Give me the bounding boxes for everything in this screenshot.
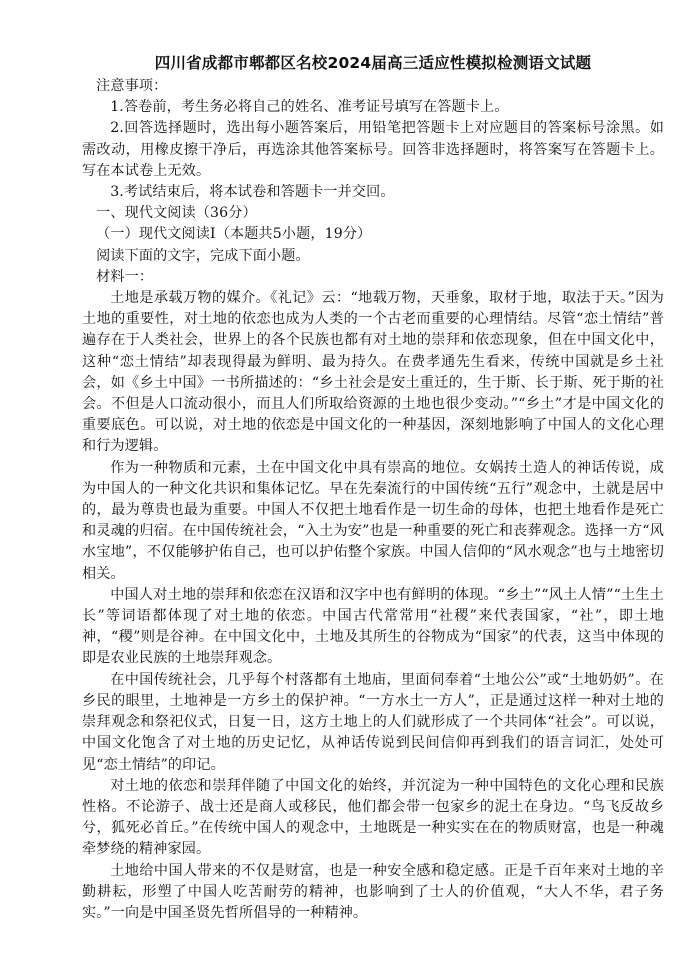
page-title: 四川省成都市郫都区名校2024届高三适应性模拟检测语文试题 (154, 54, 592, 72)
passage-paragraph-2: 作为一种物质和元素，土在中国文化中具有崇高的地位。女娲抟土造人的神话传说，成为中国人的一种文化共识和集体记忆。早在先秦流行的中国传统“五行”观念中，土就是居中的，最为尊贵也最为重要。中国人不仅把土地看作是一切生命的母体，也把土地看作是死亡和灵魂的归宿。在中国传统社会，“入土为安”也是一种重要的死亡和丧葬观念。选择一方“风水宝地”，不仅能够护佑自己，也可以护佑整个家族。中国人信仰的“风水观念”也与土地密切相关。 (82, 459, 664, 582)
material-label: 材料一： (96, 268, 154, 285)
notice-item-2: 2.回答选择题时，选出每小题答案后，用铅笔把答题卡上对应题目的答案标号涂黑。如需改动，用橡皮擦干净后，再选涂其他答案标号。回答非选择题时，将答案写在答题卡上。写在本试卷上无效。 (82, 120, 664, 179)
reading-instruction: 阅读下面的文字，完成下面小题。 (96, 247, 310, 264)
passage-paragraph-4: 在中国传统社会，几乎每个村落都有土地庙，里面伺奉着“土地公公”或“土地奶奶”。在乡民的眼里，土地神是一方乡土的保护神。“一方水土一方人”，正是通过这样一种对土地的崇拜观念和祭祀仪式，日复一日，这方土地上的人们就形成了一个共同体“社会”。可以说，中国文化饱含了对土地的历史记忆，从神话传说到民间信仰再到我们的语言词汇，处处可见“恋土情结”的印记。 (82, 671, 664, 773)
notice-item-3: 3.考试结束后，将本试卷和答题卡一并交回。 (110, 184, 395, 201)
section-heading: 一、现代文阅读（36分） (96, 205, 257, 222)
passage-paragraph-1: 土地是承载万物的媒介。《礼记》云：“地载万物，天垂象，取材于地，取法于天。”因为土地的重要性，对土地的依恋也成为人类的一个古老而重要的心理情结。尽管“恋土情结”普遍存在于人类社会，世界上的各个民族也都有对土地的崇拜和依恋现象，但在中国文化中，这种“恋土情结”却表现得最为鲜明、最为持久。在费孝通先生看来，传统中国就是乡土社会，如《乡土中国》一书所描述的：“乡土社会是安土重迁的，生于斯、长于斯、死于斯的社会。不但是人口流动很小，而且人们所取给资源的土地也很少变动。”“乡土”才是中国文化的重要底色。可以说，对土地的依恋是中国文化的一种基因，深刻地影响了中国人的文化心理和行为逻辑。 (82, 290, 664, 455)
notice-item-1: 1.答卷前，考生务必将自己的姓名、准考证号填写在答题卡上。 (110, 99, 509, 116)
exam-page (82, 52, 664, 924)
section-subheading: （一）现代文阅读Ⅰ（本题共5小题，19分） (96, 226, 372, 243)
passage-paragraph-5: 对土地的依恋和崇拜伴随了中国文化的始终，并沉淀为一种中国特色的文化心理和民族性格。不论游子、战士还是商人或移民，他们都会带一包家乡的泥土在身边。“鸟飞反故乡兮，狐死必首丘。”在传统中国人的观念中，土地既是一种实实在在的物质财富，也是一种魂牵梦绕的精神家园。 (82, 777, 664, 858)
passage-paragraph-3: 中国人对土地的崇拜和依恋在汉语和汉字中也有鲜明的体现。“乡土”“风土人情”“土生土长”等词语都体现了对土地的依恋。中国古代常常用“社稷”来代表国家，“社”，即土地神，“稷”则是谷神。在中国文化中，土地及其所生的谷物成为“国家”的代表，这当中体现的即是农业民族的土地崇拜观念。 (82, 586, 664, 667)
notice-heading: 注意事项： (96, 78, 168, 94)
passage-paragraph-6: 土地给中国人带来的不仅是财富，也是一种安全感和稳定感。正是千百年来对土地的辛勤耕耘，形塑了中国人吃苦耐劳的精神，也影响到了士人的价值观，“大人不华，君子务实。”一向是中国圣贤先哲所倡导的一种精神。 (82, 862, 664, 921)
